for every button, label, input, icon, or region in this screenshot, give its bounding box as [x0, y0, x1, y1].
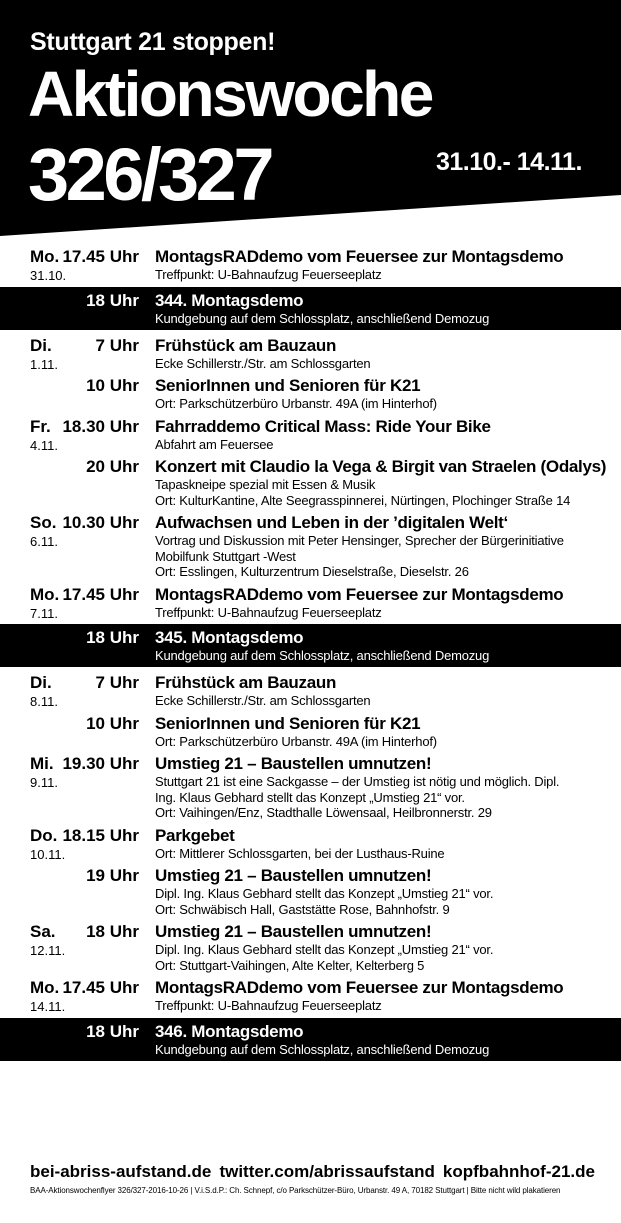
event-day: Mo.: [30, 584, 60, 604]
header-issue-number: 326/327: [28, 133, 271, 216]
event-row: [0, 376, 621, 412]
event-day: So.: [30, 513, 57, 532]
event-title: MontagsRADdemo vom Feuersee zur Montagsdemo: [155, 584, 564, 604]
event-row: [0, 754, 621, 821]
event-detail-line: Ort: Schwäbisch Hall, Gaststätte Rose, Bahnhofstr. 9: [155, 901, 450, 917]
event-row: [0, 417, 621, 453]
event-time: 10.30 Uhr: [62, 513, 139, 532]
event-detail-line: Ort: Mittlerer Schlossgarten, bei der Lusthaus-Ruine: [155, 845, 445, 861]
event-time: 10 Uhr: [86, 713, 139, 733]
event-detail-line: Vortrag und Diskussion mit Peter Hensinger, Sprecher der Bürgerinitiative: [155, 533, 564, 548]
event-detail-line: Ing. Klaus Gebhard stellt das Konzept „Umstieg 21“ vor.: [155, 789, 465, 805]
event-detail-line: Tapaskneipe spezial mit Essen & Musik: [155, 477, 376, 492]
event-row: [0, 513, 621, 580]
event-time: 19 Uhr: [86, 866, 139, 885]
event-title: SeniorInnen und Senioren für K21: [155, 713, 421, 733]
event-date: 9.11.: [30, 775, 58, 790]
event-row: [0, 457, 621, 508]
event-day: Di.: [30, 673, 52, 692]
header-subtitle: Stuttgart 21 stoppen!: [30, 28, 276, 56]
header-title: Aktionswoche: [28, 58, 432, 130]
event-date: 8.11.: [30, 694, 58, 709]
event-detail-line: Abfahrt am Feuersee: [155, 436, 274, 452]
event-title: Frühstück am Bauzaun: [155, 673, 337, 692]
event-row: [0, 978, 621, 1014]
event-title: Konzert mit Claudio la Vega & Birgit van Straelen (Odalys): [155, 457, 607, 476]
event-day: Mi.: [30, 754, 54, 773]
event-title: SeniorInnen und Senioren für K21: [155, 376, 421, 395]
event-detail-line: Ort: Parkschützerbüro Urbanstr. 49A (im Hinterhof): [155, 396, 437, 411]
event-title: Parkgebet: [155, 825, 235, 845]
event-title: Frühstück am Bauzaun: [155, 335, 337, 355]
event-time: 18 Uhr: [86, 628, 139, 647]
event-title: 345. Montagsdemo: [155, 628, 304, 647]
event-row-highlight: [0, 287, 621, 330]
event-date: 4.11.: [30, 437, 58, 453]
event-detail-line: Ort: Esslingen, Kulturzentrum Dieselstraße, Dieselstr. 26: [155, 564, 469, 579]
footer-links: [30, 1162, 595, 1182]
event-time: 17.45 Uhr: [62, 247, 139, 266]
event-title: Aufwachsen und Leben in der ’digitalen Welt‘: [155, 513, 508, 532]
event-date: 6.11.: [30, 534, 58, 549]
event-time: 19.30 Uhr: [62, 754, 139, 773]
event-title: Umstieg 21 – Baustellen umnutzen!: [155, 922, 432, 941]
event-title: 344. Montagsdemo: [155, 290, 304, 310]
event-list: [0, 247, 621, 1067]
event-date: 10.11.: [30, 846, 66, 862]
event-detail-line: Treffpunkt: U-Bahnaufzug Feuerseeplatz: [155, 604, 382, 620]
footer-link-twitter[interactable]: twitter.com/abrissaufstand: [219, 1162, 435, 1181]
event-detail-line: Kundgebung auf dem Schlossplatz, anschließend Demozug: [155, 648, 490, 663]
event-detail-line: Treffpunkt: U-Bahnaufzug Feuerseeplatz: [155, 998, 382, 1013]
event-row: [0, 247, 621, 283]
event-detail-line: Stuttgart 21 ist eine Sackgasse – der Umstieg ist nötig und möglich. Dipl.: [155, 774, 560, 789]
event-time: 18.15 Uhr: [62, 825, 139, 845]
event-detail-line: Ort: KulturKantine, Alte Seegrasspinnerei, Nürtingen, Plochinger Straße 14: [155, 492, 571, 508]
event-day: Mo.: [30, 978, 60, 997]
event-date: 1.11.: [30, 356, 58, 372]
event-day: Sa.: [30, 922, 56, 941]
event-row: [0, 714, 621, 750]
event-row: [0, 826, 621, 862]
event-detail-line: Ort: Stuttgart-Vaihingen, Alte Kelter, Kelterberg 5: [155, 957, 425, 973]
event-detail-line: Dipl. Ing. Klaus Gebhard stellt das Konzept „Umstieg 21“ vor.: [155, 886, 494, 901]
event-date: 7.11.: [30, 605, 58, 621]
event-time: 17.45 Uhr: [62, 584, 139, 604]
event-day: Mo.: [30, 247, 60, 266]
event-detail-line: Ort: Vaihingen/Enz, Stadthalle Löwensaal, Heilbronnerstr. 29: [155, 805, 492, 820]
event-row-highlight: [0, 1018, 621, 1061]
event-detail-line: Ecke Schillerstr./Str. am Schlossgarten: [155, 693, 371, 708]
event-row: [0, 585, 621, 621]
event-row: [0, 336, 621, 372]
event-detail-line: Dipl. Ing. Klaus Gebhard stellt das Konzept „Umstieg 21“ vor.: [155, 942, 494, 957]
event-detail-line: Ort: Parkschützerbüro Urbanstr. 49A (im Hinterhof): [155, 733, 437, 749]
event-time: 18 Uhr: [86, 290, 139, 310]
event-title: MontagsRADdemo vom Feuersee zur Montagsdemo: [155, 247, 564, 266]
event-detail-line: Kundgebung auf dem Schlossplatz, anschließend Demozug: [155, 1041, 490, 1057]
event-time: 10 Uhr: [86, 376, 139, 395]
event-row: [0, 922, 621, 973]
event-detail-line: Kundgebung auf dem Schlossplatz, anschließend Demozug: [155, 310, 490, 326]
footer-link-kopfbahnhof[interactable]: kopfbahnhof-21.de: [442, 1162, 595, 1181]
event-row-highlight: [0, 624, 621, 667]
footer-imprint: BAA-Aktionswochenflyer 326/327-2016-10-26 | V.i.S.d.P.: Ch. Schnepf, c/o Parkschützer-Büro, Urbanstr. 49 A, 70182 Stuttgart | Bitte nicht wild plakatieren: [30, 1186, 561, 1195]
event-row: [0, 866, 621, 917]
event-day: Fr.: [30, 416, 51, 436]
event-time: 7 Uhr: [95, 335, 139, 355]
event-time: 20 Uhr: [86, 457, 139, 476]
event-detail-line: Mobilfunk Stuttgart -West: [155, 548, 296, 564]
footer-link-bei-abriss-aufstand[interactable]: bei-abriss-aufstand.de: [30, 1162, 212, 1181]
event-day: Di.: [30, 335, 52, 355]
event-time: 7 Uhr: [95, 673, 139, 692]
event-title: Fahrraddemo Critical Mass: Ride Your Bike: [155, 416, 491, 436]
event-title: Umstieg 21 – Baustellen umnutzen!: [155, 866, 432, 885]
event-time: 18 Uhr: [86, 1021, 139, 1041]
event-date: 31.10.: [30, 268, 67, 283]
header-date-range: 31.10.- 14.11.: [436, 148, 582, 176]
event-time: 18.30 Uhr: [62, 416, 139, 436]
event-title: MontagsRADdemo vom Feuersee zur Montagsdemo: [155, 978, 564, 997]
event-detail-line: Ecke Schillerstr./Str. am Schlossgarten: [155, 355, 371, 371]
event-row: [0, 673, 621, 709]
event-time: 17.45 Uhr: [62, 978, 139, 997]
header-banner: [0, 0, 621, 240]
event-time: 18 Uhr: [86, 922, 139, 941]
event-date: 12.11.: [30, 943, 66, 958]
event-title: Umstieg 21 – Baustellen umnutzen!: [155, 754, 432, 773]
event-day: Do.: [30, 825, 58, 845]
event-title: 346. Montagsdemo: [155, 1021, 304, 1041]
event-date: 14.11.: [30, 999, 66, 1014]
event-detail-line: Treffpunkt: U-Bahnaufzug Feuerseeplatz: [155, 267, 382, 282]
